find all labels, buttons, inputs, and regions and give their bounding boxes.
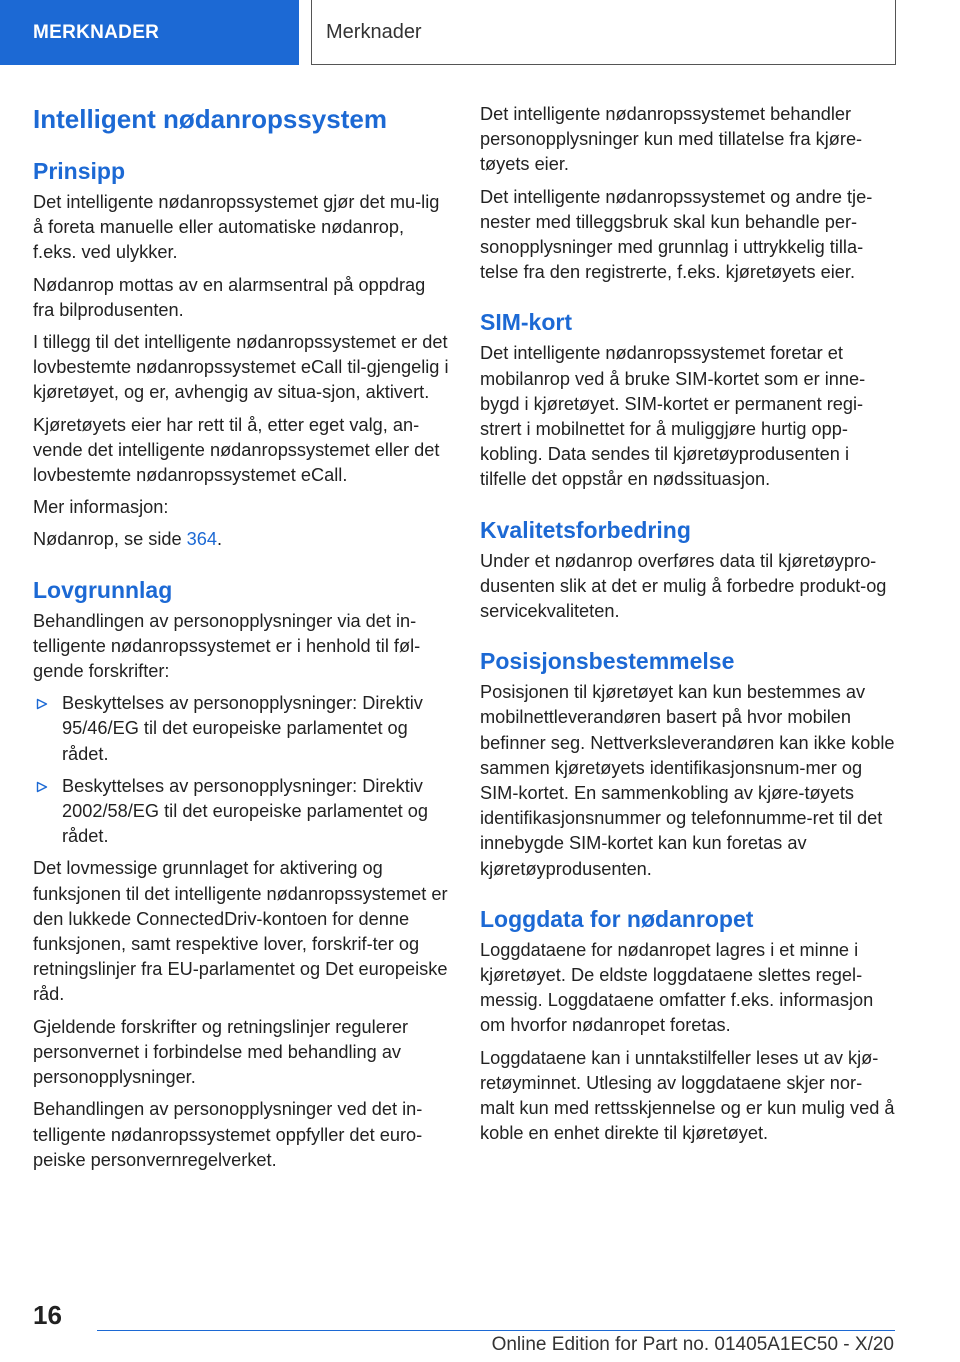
heading-posisjonsbestemmelse: Posisjonsbestemmelse (480, 648, 735, 675)
paragraph: Det intelligente nødanropssystemet og andre tje-nester med tilleggsbruk skal kun behandle per-sonopplysninger med grunnlag i uttrykkelig tilla-telse fra den registrerte, f.eks. kjøretøyets eier. (480, 186, 873, 283)
edition-footer: Online Edition for Part no. 01405A1EC50 - X/20 (491, 1334, 894, 1355)
footer-divider (97, 1330, 895, 1331)
cross-reference (33, 527, 449, 552)
paragraph: Posisjonen til kjøretøyet kan kun bestemmes av mobilnettleverandøren basert på hvor mobilen befinner seg. Nettverksleverandøren kan ikke koble sammen kjøretøyets identifikasjonsnum-mer og SIM-kortet. En sammenkobling av kjøre-tøyets identifikasjonsnummer og telefonnumme-ret til det innebygde SIM-kortet kan kun foretas av kjøretøyprodusenten. (480, 682, 895, 879)
section-tab: MERKNADER (0, 0, 299, 65)
paragraph: Behandlingen av personopplysninger via det in-telligente nødanropssystemet er i henhold til føl-gende forskrifter: (33, 610, 421, 682)
right-column (480, 102, 896, 1154)
paragraph: Mer informasjon: (33, 497, 169, 518)
list-item-text: Beskyttelses av personopplysninger: Direktiv 2002/58/EG til det europeiske parlamentet og rådet. (62, 775, 429, 847)
page-number: 16 (33, 1300, 62, 1330)
heading-kvalitetsforbedring: Kvalitetsforbedring (480, 516, 691, 543)
left-column (33, 102, 449, 1180)
heading-lovgrunnlag: Lovgrunnlag (33, 576, 173, 603)
paragraph: Det lovmessige grunnlaget for aktivering og funksjonen til det intelligente nødanropssystemet er den lukkede ConnectedDriv-kontoen for denne funksjonen, samt respektive lover, forskrif-ter og retningslinjer fra EU-parlamentet og Det europeiske råd. (33, 858, 448, 1005)
section-title: Merknader (311, 0, 896, 65)
paragraph: I tillegg til det intelligente nødanropssystemet er det lovbestemte nødanropssystemet eCall til-gjengelig i kjøretøyet, og er, avhengig av situa-sjon, aktivert. (33, 332, 449, 403)
list-item (33, 774, 449, 850)
paragraph: Kjøretøyets eier har rett til å, etter eget valg, an-vende det intelligente nødanropssystemet eller det lovbestemte nødanropssystemet eCall. (33, 414, 440, 486)
bullet-list (33, 691, 449, 849)
cross-reference-end: . (217, 529, 223, 550)
page-link[interactable]: 364 (186, 529, 218, 550)
paragraph: Loggdataene kan i unntakstilfeller leses ut av kjø-retøyminnet. Utlesing av loggdataene skjer nor-malt kun med rettsskjennelse og er kun mulig ved å koble en enhet direkte til kjøretøyet. (480, 1047, 895, 1144)
paragraph: Behandlingen av personopplysninger ved det in-telligente nødanropssystemet oppfyller det euro-peiske personvernregelverket. (33, 1099, 423, 1170)
paragraph: Det intelligente nødanropssystemet foretar et mobilanrop ved å bruke SIM-kortet som er inne-bygd i kjøretøyet. SIM-kortet er permanent regi-strert i mobilnettet for å muliggjøre hurtig opp-kobling. Data sendes til kjøretøyprodusenten i tilfelle det oppstår en nødssituasjon. (480, 343, 866, 490)
list-item (33, 691, 449, 767)
paragraph: Under et nødanrop overføres data til kjøretøypro-dusenten slik at det er mulig å forbedre produkt-og servicekvaliteten. (480, 550, 887, 622)
page-title: Intelligent nødanropssystem (33, 104, 387, 134)
heading-loggdata: Loggdata for nødanropet (480, 905, 754, 932)
paragraph: Det intelligente nødanropssystemet behandler personopplysninger kun med tillatelse fra kjøre-tøyets eier. (480, 104, 863, 175)
paragraph: Nødanrop mottas av en alarmsentral på oppdrag fra bilprodusenten. (33, 274, 426, 320)
heading-prinsipp: Prinsipp (33, 158, 126, 184)
list-item-text: Beskyttelses av personopplysninger: Direktiv 95/46/EG til det europeiske parlamentet og rådet. (62, 693, 423, 764)
paragraph: Det intelligente nødanropssystemet gjør det mu-lig å foreta manuelle eller automatiske nødanrop, f.eks. ved ulykker. (33, 192, 440, 263)
paragraph: Loggdataene for nødanropet lagres i et minne i kjøretøyet. De eldste loggdataene slettes regel-messig. Loggdataene omfatter f.eks. informasjon om hvorfor nødanropet foretas. (480, 939, 874, 1036)
paragraph: Gjeldende forskrifter og retningslinjer regulerer personvernet i forbindelse med behandling av personopplysninger. (33, 1016, 409, 1088)
triangle-bullet-icon (36, 781, 48, 793)
heading-sim-kort: SIM-kort (480, 309, 572, 336)
cross-reference-text: Nødanrop, se side (33, 529, 187, 550)
triangle-bullet-icon (36, 698, 48, 710)
